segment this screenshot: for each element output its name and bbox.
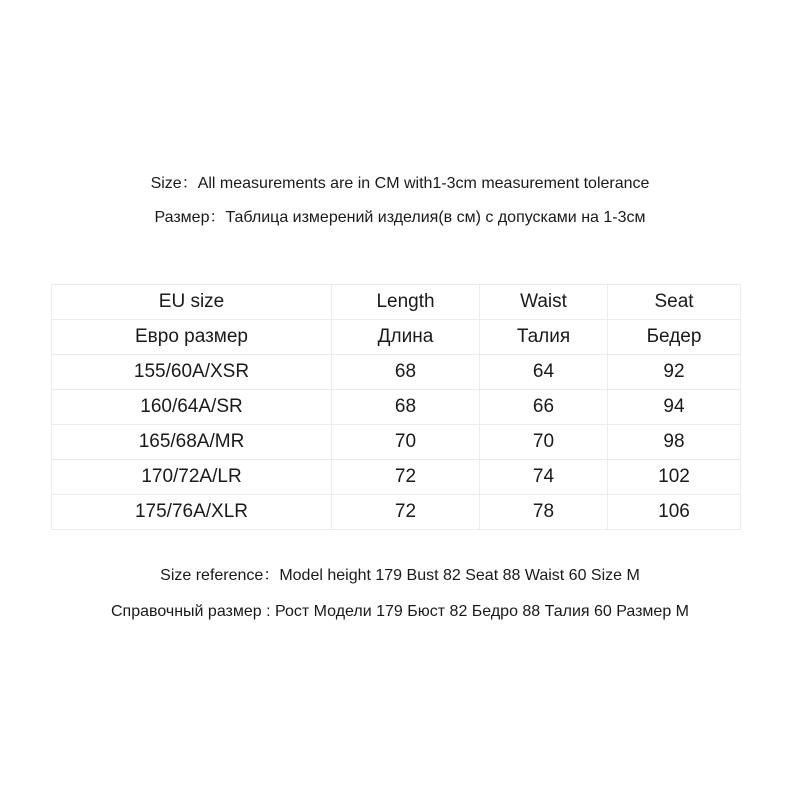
header-cell-waist-ru: Талия [480,320,608,355]
size-cell: 175/76A/XLR [52,495,332,530]
seat-cell: 106 [608,495,741,530]
size-cell: 155/60A/XSR [52,355,332,390]
intro-line-english: Size：All measurements are in CM with1-3cm measurement tolerance [150,175,650,192]
size-reference-russian: Справочный размер : Рост Модели 179 Бюст 82 Бедро 88 Талия 60 Размер M [110,603,689,620]
table-row [52,390,741,425]
header-cell-length: Length [332,285,480,320]
header-cell-eu-size-ru: Евро размер [52,320,332,355]
table-header-row-english [52,285,741,320]
seat-cell: 98 [608,425,741,460]
size-cell: 160/64A/SR [52,390,332,425]
size-cell: 165/68A/MR [52,425,332,460]
waist-cell: 74 [480,460,608,495]
length-cell: 68 [332,355,480,390]
length-cell: 72 [332,495,480,530]
table-row [52,355,741,390]
seat-cell: 102 [608,460,741,495]
size-reference-english: Size reference：Model height 179 Bust 82 Seat 88 Waist 60 Size M [160,567,640,584]
header-cell-seat-ru: Бедер [608,320,741,355]
waist-cell: 66 [480,390,608,425]
seat-cell: 94 [608,390,741,425]
header-cell-eu-size: EU size [52,285,332,320]
length-cell: 70 [332,425,480,460]
table-row [52,495,741,530]
header-cell-length-ru: Длина [332,320,480,355]
size-chart-table [51,284,741,530]
seat-cell: 92 [608,355,741,390]
table-header-row-russian [52,320,741,355]
size-cell: 170/72A/LR [52,460,332,495]
waist-cell: 70 [480,425,608,460]
header-cell-seat: Seat [608,285,741,320]
header-cell-waist: Waist [480,285,608,320]
length-cell: 68 [332,390,480,425]
intro-line-russian: Размер：Таблица измерений изделия(в см) с допусками на 1-3см [154,209,646,226]
table-row [52,460,741,495]
table-row [52,425,741,460]
waist-cell: 64 [480,355,608,390]
length-cell: 72 [332,460,480,495]
waist-cell: 78 [480,495,608,530]
